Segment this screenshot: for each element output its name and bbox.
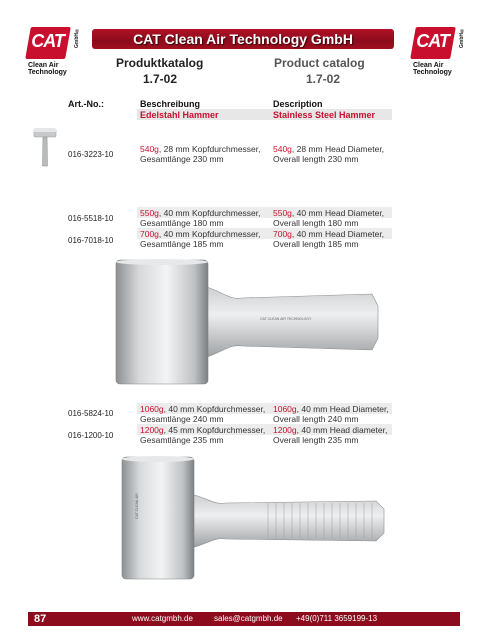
item-description-en: [273, 229, 403, 249]
desc-de: , 40 mm Kopfdurchmesser,: [158, 229, 261, 239]
art-number: 016-7018-10: [68, 236, 114, 245]
catalog-title-de: Produktkatalog: [116, 56, 204, 70]
desc-en: , 40 mm Head Diameter,: [291, 208, 385, 218]
catalog-version-en: 1.7-02: [306, 72, 341, 86]
catalog-title-en: Product catalog: [274, 56, 365, 70]
logo-mark-text: CAT: [31, 31, 64, 51]
svg-text:CAT CLEAN AIR: CAT CLEAN AIR: [135, 493, 139, 519]
item-description-en: [273, 208, 403, 228]
desc-en: , 40 mm Head diameter,: [296, 425, 388, 435]
hammer-large-image: [118, 455, 390, 581]
subheader-en: Stainless Steel Hammer: [273, 110, 376, 120]
length-de: Gesamtlänge 230 mm: [140, 154, 224, 164]
weight-en: 700g: [273, 229, 292, 239]
weight-de: 550g: [140, 208, 159, 218]
logo-left: [28, 27, 80, 76]
logo-line2: Technology: [413, 69, 452, 76]
logo-line2: Technology: [28, 69, 67, 76]
art-number: 016-3223-10: [68, 150, 114, 159]
desc-de: , 45 mm Kopfdurchmesser,: [163, 425, 266, 435]
item-description-de: [140, 144, 270, 164]
column-header-description-de: Beschreibung: [140, 99, 201, 109]
art-number: 016-1200-10: [68, 431, 114, 440]
cat-logo-mark: [25, 27, 71, 59]
item-description-en: [273, 425, 408, 445]
hammer-40mm-image: [110, 258, 382, 386]
cat-logo-mark: [410, 27, 456, 59]
footer-phone: +49(0)711 3659199-13: [296, 614, 378, 623]
desc-en: , 40 mm Head Diameter,: [296, 404, 389, 414]
item-description-de: [140, 425, 275, 445]
length-en: Overall length 230 mm: [273, 154, 359, 164]
length-de: Gesamtlänge 240 mm: [140, 414, 224, 424]
weight-de: 540g: [140, 144, 159, 154]
art-number: 016-5518-10: [68, 214, 114, 223]
footer-website-link[interactable]: www.catgmbh.de: [132, 614, 193, 623]
desc-en: , 40 mm Head Diameter,: [291, 229, 385, 239]
catalog-version-de: 1.7-02: [143, 72, 178, 86]
page-footer: [28, 612, 460, 626]
weight-de: 1200g: [140, 425, 164, 435]
desc-en: , 28 mm Head Diameter,: [291, 144, 385, 154]
length-de: Gesamtlänge 235 mm: [140, 435, 224, 445]
weight-en: 1060g: [273, 404, 297, 414]
item-description-en: [273, 404, 408, 424]
length-de: Gesamtlänge 180 mm: [140, 218, 224, 228]
column-header-art: Art.-No.:: [68, 99, 104, 109]
logo-line1: Clean Air: [28, 62, 59, 69]
logo-subtitle: [413, 62, 457, 76]
desc-de: , 28 mm Kopfdurchmesser,: [158, 144, 261, 154]
item-description-de: [140, 229, 270, 249]
logo-subtitle: [28, 62, 72, 76]
weight-en: 540g: [273, 144, 292, 154]
length-en: Overall length 240 mm: [273, 414, 359, 424]
art-number: 016-5824-10: [68, 409, 114, 418]
page-number: 87: [34, 613, 47, 625]
company-banner: CAT Clean Air Technology GmbH: [92, 29, 394, 49]
weight-en: 550g: [273, 208, 292, 218]
length-en: Overall length 180 mm: [273, 218, 359, 228]
svg-text:CAT CLEAN AIR TECHNOLOGY: CAT CLEAN AIR TECHNOLOGY: [260, 317, 312, 321]
logo-right: [413, 27, 465, 76]
item-description-de: [140, 404, 275, 424]
logo-gmbh: GmbH®: [74, 27, 80, 48]
logo-mark-text: CAT: [416, 31, 449, 51]
weight-de: 1060g: [140, 404, 164, 414]
item-description-en: [273, 144, 403, 164]
footer-email-link[interactable]: sales@catgmbh.de: [214, 614, 283, 623]
weight-en: 1200g: [273, 425, 297, 435]
desc-de: , 40 mm Kopfdurchmesser,: [158, 208, 261, 218]
logo-gmbh: GmbH®: [459, 27, 465, 48]
desc-de: , 40 mm Kopfdurchmesser,: [163, 404, 266, 414]
item-description-de: [140, 208, 270, 228]
weight-de: 700g: [140, 229, 159, 239]
column-header-description-en: Description: [273, 99, 323, 109]
hammer-small-image: [32, 128, 60, 168]
length-en: Overall length 235 mm: [273, 435, 359, 445]
length-de: Gesamtlänge 185 mm: [140, 239, 224, 249]
logo-line1: Clean Air: [413, 62, 444, 69]
subheader-de: Edelstahl Hammer: [140, 110, 219, 120]
length-en: Overall length 185 mm: [273, 239, 359, 249]
